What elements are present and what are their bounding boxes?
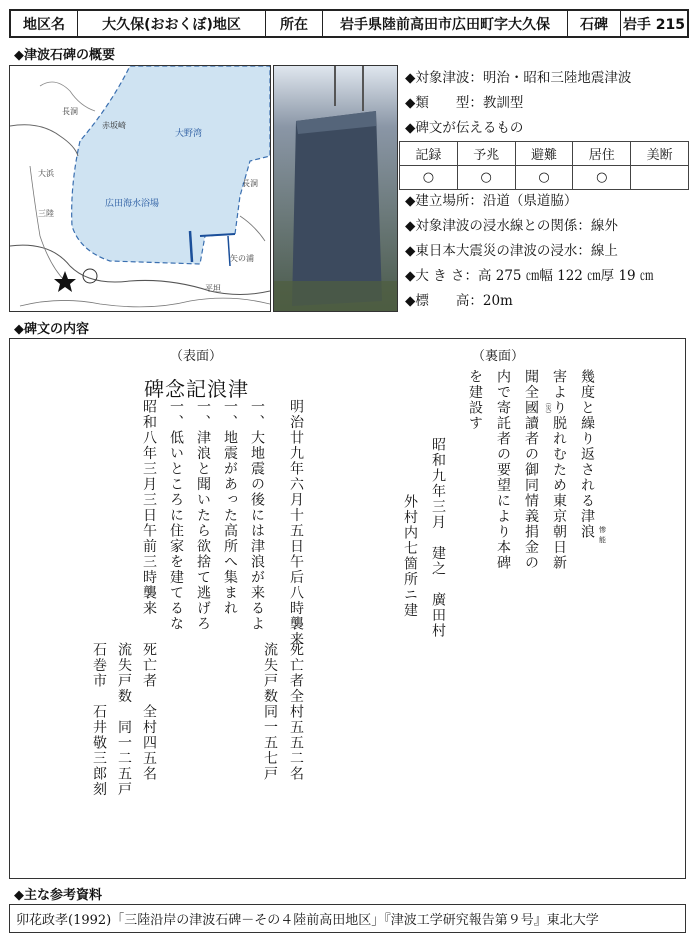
message-table xyxy=(399,141,689,190)
front-col: 一、地震があった高所へ集まれ xyxy=(222,399,238,616)
table-header: 美断 xyxy=(631,142,689,166)
table-mark: ○ xyxy=(400,166,458,190)
table-header: 予兆 xyxy=(457,142,515,166)
location-value: 岩手県陸前高田市広田町字大久保 xyxy=(323,11,568,36)
front-col: 一、津浪と聞いたら欲捨て逃げろ xyxy=(195,399,211,632)
stone-location-star-icon xyxy=(54,271,76,292)
info-message-title: ◆碑文が伝えるもの xyxy=(405,120,524,136)
front-col: 明治廿九年六月十五日午后八時襲来 xyxy=(288,399,304,647)
table-header: 避難 xyxy=(515,142,573,166)
front-lower-col: 流失戸数 同一二五戸 xyxy=(116,642,132,797)
front-col: 一、大地震の後には津浪が来るよ xyxy=(249,399,265,632)
back-col: 害より脱れむため東京朝日新 xyxy=(551,369,567,571)
info-type: ◆類 型：教訓型 xyxy=(405,95,524,111)
table-mark: ○ xyxy=(573,166,631,190)
back-col: 聞全國讀者の御同情義捐金の xyxy=(523,369,539,571)
section-overview: ◆津波石碑の概要 xyxy=(14,48,115,63)
table-header: 居住 xyxy=(573,142,631,166)
map-label-yanoura: 矢の浦 xyxy=(230,254,254,263)
back-col: 内で寄託者の要望により本碑 xyxy=(495,369,511,571)
table-mark xyxy=(631,166,689,190)
location-map xyxy=(9,65,271,312)
stone-label: 石碑 xyxy=(568,11,621,36)
map-label-beach: 広田海水浴場 xyxy=(105,199,160,209)
map-label-sanriku: 三陸 xyxy=(38,209,54,218)
back-col: 外村内七箇所ニ建 xyxy=(402,494,418,618)
stone-photo xyxy=(273,65,398,312)
back-col: 幾度と繰り返される津浪 xyxy=(579,369,595,540)
back-small-note: 能 xyxy=(599,536,606,544)
map-label-ohama: 大浜 xyxy=(38,169,54,178)
map-label-nagahora: 長洞 xyxy=(242,179,258,188)
stone-id: 岩手 215 xyxy=(622,16,686,33)
front-lower-col: 石巻市 石井敬三郎刻 xyxy=(91,642,107,797)
header-bar xyxy=(9,9,689,38)
inscription-box xyxy=(9,338,686,879)
front-label: （表面） xyxy=(170,349,223,364)
info-panel-lower xyxy=(405,190,690,315)
map-drawing xyxy=(10,66,270,311)
front-lower-col: 流失戸数同一五七戸 xyxy=(262,642,278,782)
front-lower-col: 死亡者 全村四五名 xyxy=(141,642,157,782)
front-col: 昭和八年三月三日午前三時襲来 xyxy=(141,399,157,616)
reference-box xyxy=(9,904,686,933)
front-title: 碑念記浪津 xyxy=(144,377,249,401)
back-col: を建設す xyxy=(467,369,483,431)
info-tsunami: ◆対象津波：明治・昭和三陸地震津波 xyxy=(405,70,632,86)
map-label-flat: 平坦 xyxy=(205,284,221,293)
section-content: ◆碑文の内容 xyxy=(14,322,89,337)
info-panel xyxy=(405,67,690,142)
section-refs: ◆主な参考資料 xyxy=(14,888,102,903)
front-col: 一、低いところに住家を建てるな xyxy=(168,399,184,632)
back-small-note: 惨 xyxy=(599,526,606,534)
back-small-note: （災） xyxy=(544,399,551,417)
info-elevation: ◆標 高：20m xyxy=(405,293,513,309)
reference-text: 卯花政孝(1992)「三陸沿岸の津波石碑－その４陸前高田地区」『津波工学研究報告第９号』東北大学 xyxy=(16,913,599,928)
back-col: 昭和九年三月 建之 廣田村 xyxy=(430,437,446,639)
info-size: ◆大 き さ：高 275 ㎝幅 122 ㎝厚 19 ㎝ xyxy=(405,268,654,284)
map-label-nagahora-2: 長洞 xyxy=(62,107,78,116)
table-header: 記録 xyxy=(400,142,458,166)
map-label-cape: 赤坂崎 xyxy=(102,121,126,130)
location-label: 所在 xyxy=(266,11,323,36)
table-mark: ○ xyxy=(515,166,573,190)
area-name: 大久保(おおくぼ)地区 xyxy=(78,11,266,36)
info-place: ◆建立場所：沿道（県道脇） xyxy=(405,193,578,209)
back-label: （裏面） xyxy=(472,349,525,364)
front-lower-col: 死亡者全村五五二名 xyxy=(288,642,304,782)
info-inundation-relation: ◆対象津波の浸水線との関係：線外 xyxy=(405,218,618,234)
table-mark: ○ xyxy=(457,166,515,190)
info-tohoku: ◆東日本大震災の津波の浸水：線上 xyxy=(405,243,618,259)
stone-photo-drawing xyxy=(274,66,397,311)
area-label: 地区名 xyxy=(11,11,78,36)
map-label-bay: 大野湾 xyxy=(175,129,203,139)
